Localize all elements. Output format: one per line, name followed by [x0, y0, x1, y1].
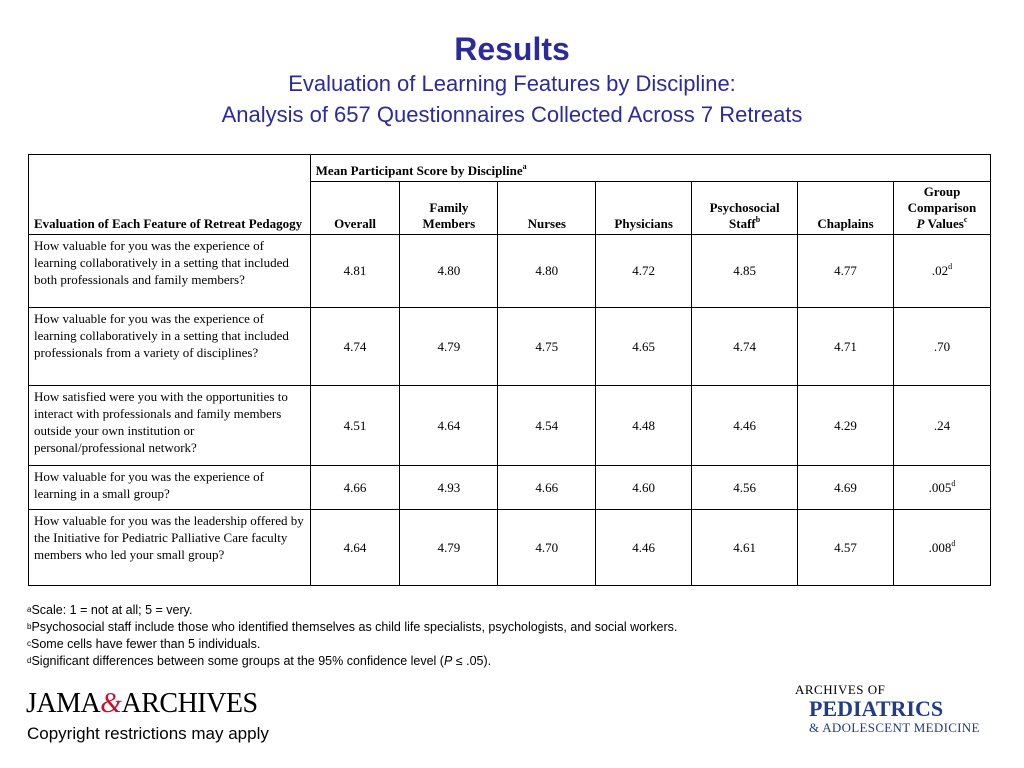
col-header-overall: Overall — [310, 182, 400, 235]
cell-nurses: 4.66 — [498, 466, 596, 510]
cell-family: 4.79 — [400, 308, 498, 386]
cell-physicians: 4.65 — [596, 308, 692, 386]
cell-physicians: 4.48 — [596, 386, 692, 466]
cell-psychosocial: 4.61 — [692, 510, 798, 586]
cell-chaplains: 4.57 — [798, 510, 894, 586]
cell-p-value: .24 — [893, 386, 990, 466]
results-table — [28, 154, 991, 586]
cell-chaplains: 4.71 — [798, 308, 894, 386]
question-cell: How satisfied were you with the opportunities to interact with professionals and family members outside your own institution or personal/professional network? — [29, 386, 311, 466]
cell-physicians: 4.46 — [596, 510, 692, 586]
cell-overall: 4.51 — [310, 386, 400, 466]
footnote-b: $^b$Psychosocial staff include those who identified themselves as child life specialists, psychologists, and social workers. — [27, 620, 678, 634]
cell-overall: 4.81 — [310, 235, 400, 308]
footnote-a: $^a$Scale: 1 = not at all; 5 = very. — [27, 603, 193, 617]
cell-physicians: 4.72 — [596, 235, 692, 308]
cell-family: 4.80 — [400, 235, 498, 308]
archives-pediatrics-logo — [795, 682, 980, 735]
question-cell: How valuable for you was the experience of learning collaboratively in a setting that included both professionals and family members? — [29, 235, 311, 308]
cell-family: 4.93 — [400, 466, 498, 510]
cell-nurses: 4.75 — [498, 308, 596, 386]
table-row — [29, 510, 991, 586]
col-header-psychosocial: Psychosocial Staff$^b$ — [692, 182, 798, 235]
cell-chaplains: 4.69 — [798, 466, 894, 510]
cell-psychosocial: 4.85 — [692, 235, 798, 308]
col-header-physicians: Physicians — [596, 182, 692, 235]
col-header-group-p: Group Comparison P Values$^c$ — [893, 182, 990, 235]
archives-logo-line-2: PEDIATRICS — [809, 696, 944, 721]
cell-physicians: 4.60 — [596, 466, 692, 510]
archives-logo-line-1: ARCHIVES OF — [795, 682, 886, 697]
cell-p-value: .02$^d$ — [893, 235, 990, 308]
cell-nurses: 4.70 — [498, 510, 596, 586]
question-cell: How valuable for you was the experience of learning in a small group? — [29, 466, 311, 510]
question-cell: How valuable for you was the experience of learning collaboratively in a setting that included professionals from a variety of disciplines? — [29, 308, 311, 386]
cell-overall: 4.66 — [310, 466, 400, 510]
cell-overall: 4.74 — [310, 308, 400, 386]
footnote-c: $^c$Some cells have fewer than 5 individuals. — [27, 637, 261, 651]
feature-column-header: Evaluation of Each Feature of Retreat Pedagogy — [29, 155, 311, 235]
copyright-notice: Copyright restrictions may apply — [27, 724, 269, 743]
footnotes — [27, 602, 677, 670]
cell-p-value: .008$^d$ — [893, 510, 990, 586]
page-title: Results — [454, 31, 570, 67]
cell-chaplains: 4.77 — [798, 235, 894, 308]
mean-score-header: Mean Participant Score by Discipline$^a$ — [310, 155, 990, 182]
question-cell: How valuable for you was the leadership offered by the Initiative for Pediatric Palliative Care faculty members who led your small group? — [29, 510, 311, 586]
cell-overall: 4.64 — [310, 510, 400, 586]
cell-p-value: .70 — [893, 308, 990, 386]
col-header-nurses: Nurses — [498, 182, 596, 235]
subtitle-line-1: Evaluation of Learning Features by Discipline: — [288, 71, 736, 96]
table-row — [29, 235, 991, 308]
footnote-d: $^d$Significant differences between some groups at the 95% confidence level (P ≤ .05). — [27, 654, 492, 668]
jama-archives-logo: JAMA&ARCHIVES — [26, 688, 258, 719]
archives-logo-line-3: & ADOLESCENT MEDICINE — [809, 720, 980, 735]
col-header-family: Family Members — [400, 182, 498, 235]
col-header-chaplains: Chaplains — [798, 182, 894, 235]
cell-p-value: .005$^d$ — [893, 466, 990, 510]
table-row — [29, 466, 991, 510]
title-block — [0, 30, 1024, 130]
cell-family: 4.79 — [400, 510, 498, 586]
table-row — [29, 308, 991, 386]
table-row — [29, 386, 991, 466]
cell-chaplains: 4.29 — [798, 386, 894, 466]
subtitle-line-2: Analysis of 657 Questionnaires Collected Across 7 Retreats — [221, 102, 803, 127]
cell-psychosocial: 4.56 — [692, 466, 798, 510]
cell-nurses: 4.54 — [498, 386, 596, 466]
cell-nurses: 4.80 — [498, 235, 596, 308]
cell-family: 4.64 — [400, 386, 498, 466]
cell-psychosocial: 4.74 — [692, 308, 798, 386]
cell-psychosocial: 4.46 — [692, 386, 798, 466]
